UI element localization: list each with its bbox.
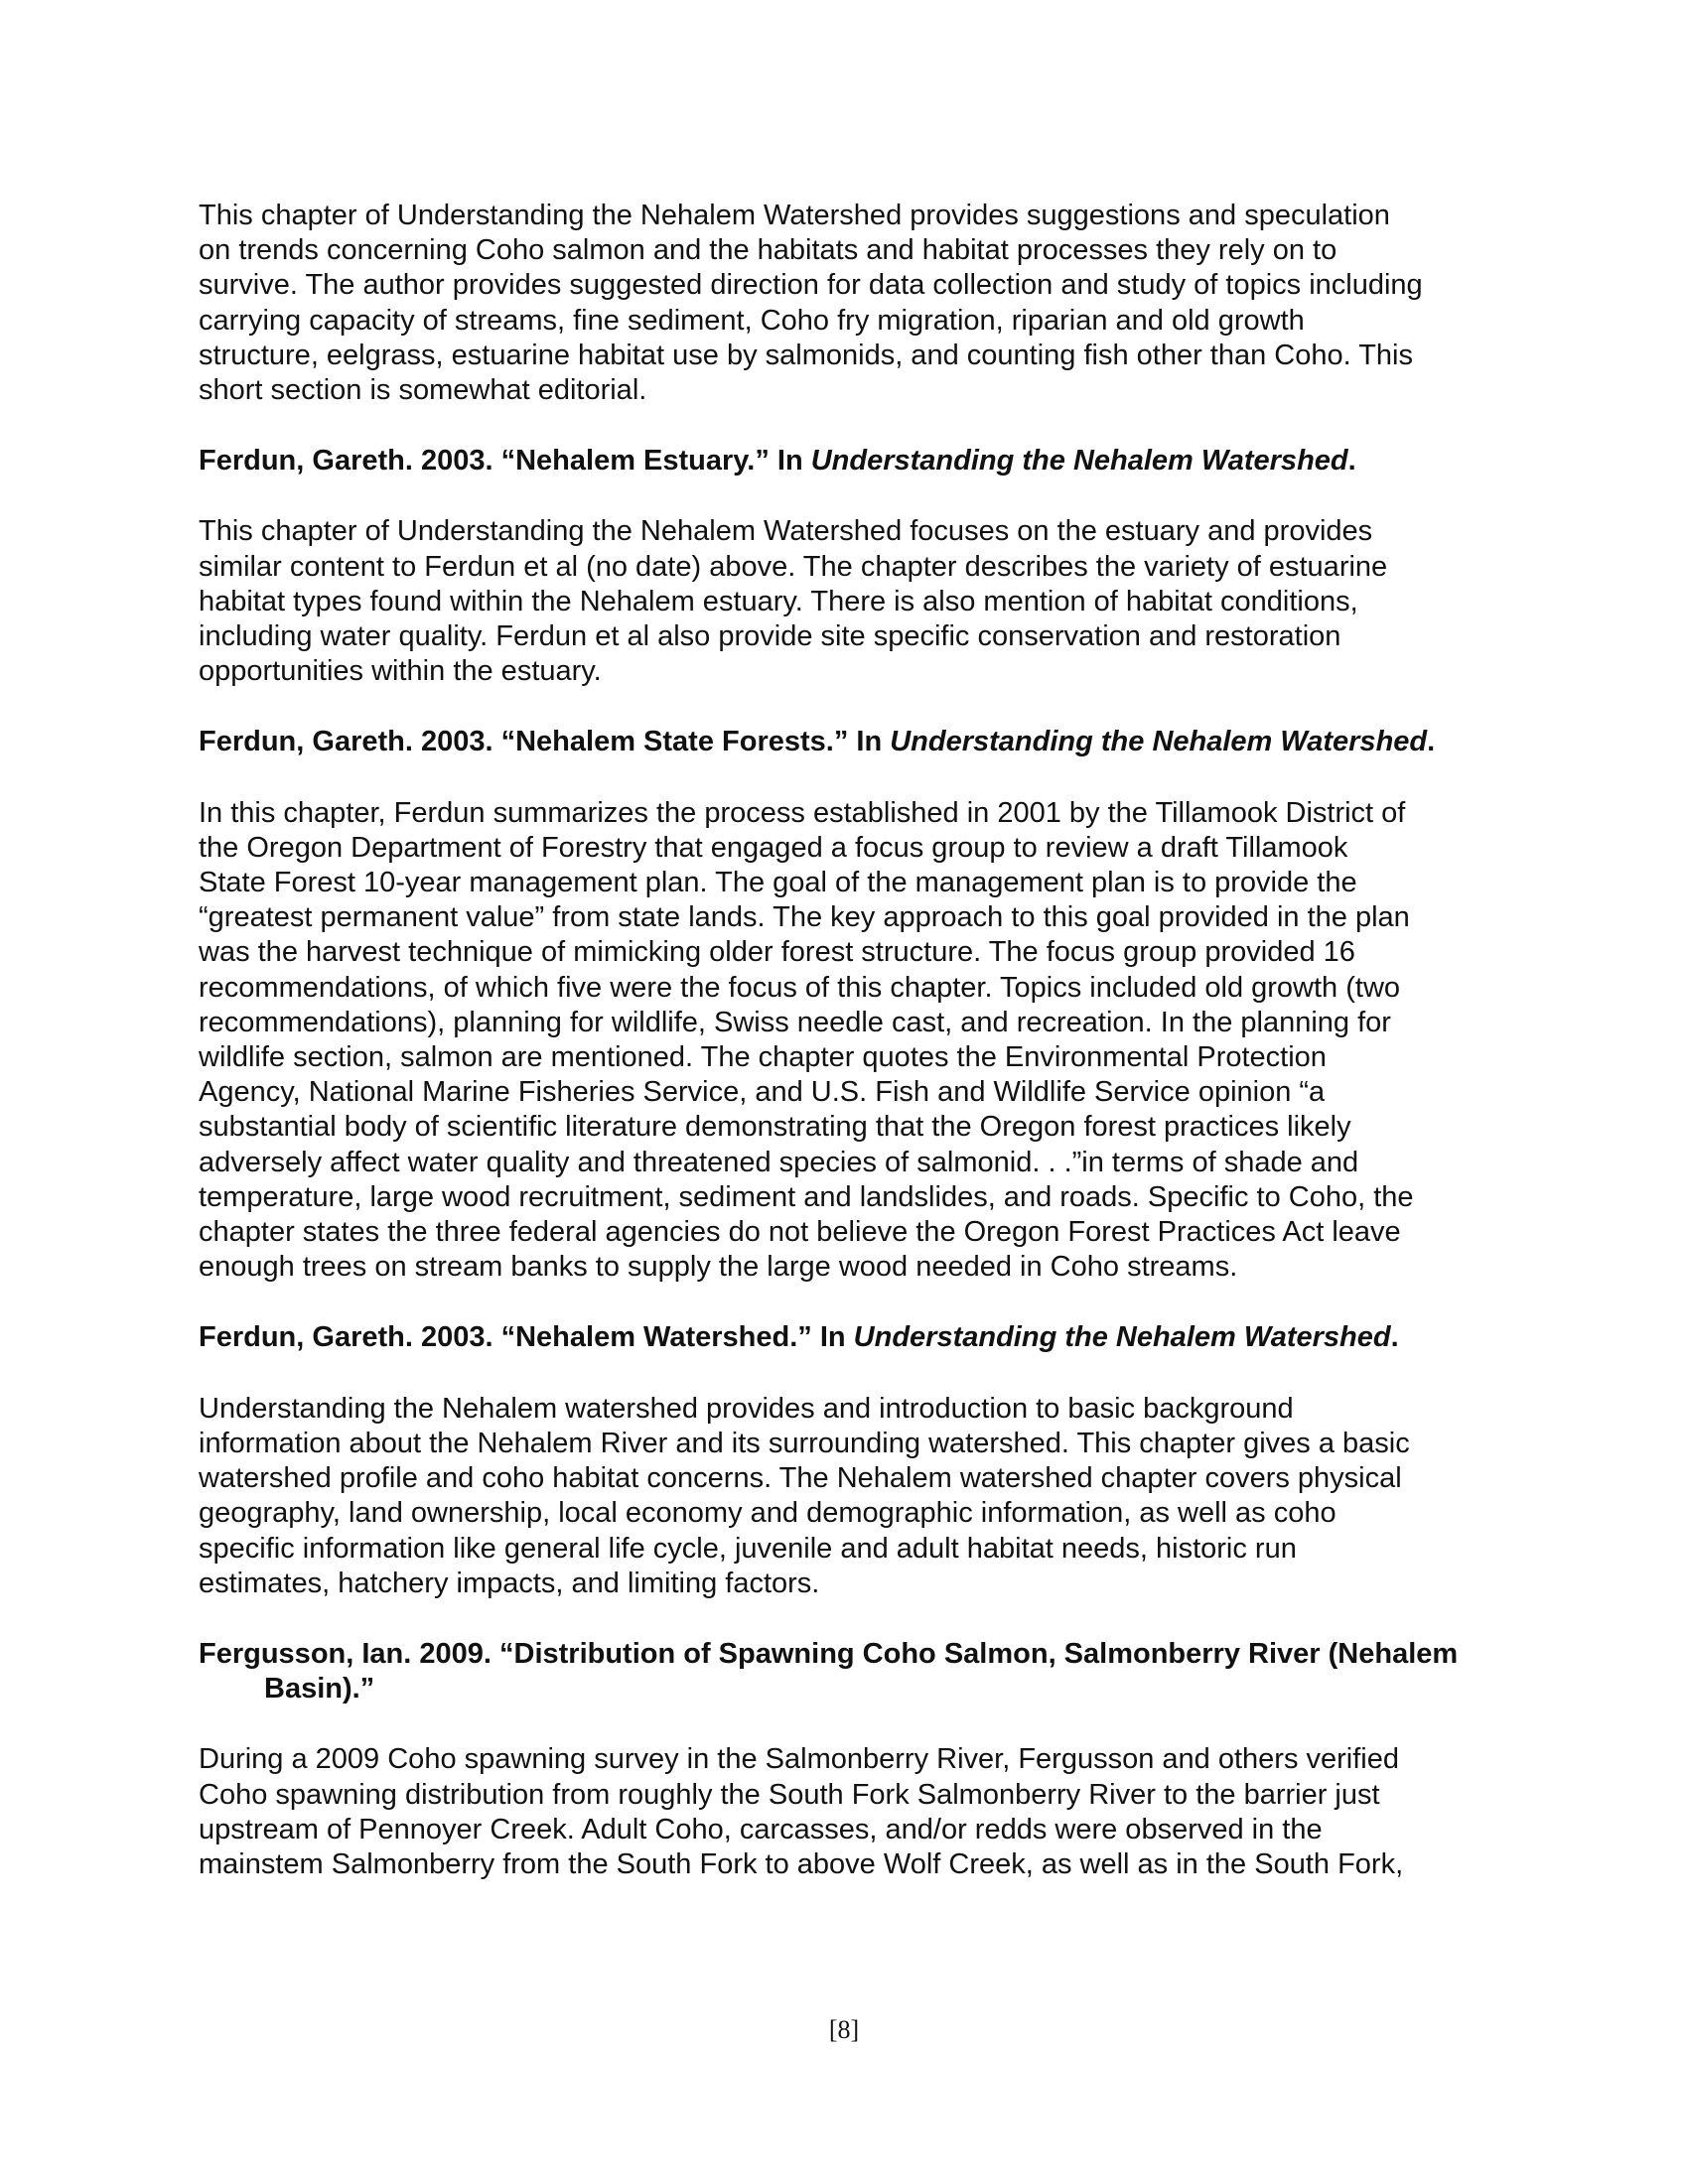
citation-heading: Fergusson, Ian. 2009. “Distribution of Spawning Coho Salmon, Salmonberry River (Nehalem Basin).”	[199, 1637, 1459, 1706]
page-number: [8]	[828, 2015, 860, 2044]
annotation-paragraph: Understanding the Nehalem watershed provides and introduction to basic background information about the Nehalem River and its surrounding watershed. This chapter gives a basic watershed profile and coho habitat concerns. The Nehalem watershed chapter covers physical geography, land ownership, local economy and demographic information, as well as coho specific information like general life cycle, juvenile and adult habitat needs, historic run estimates, hatchery impacts, and limiting factors.	[199, 1392, 1410, 1599]
annotation-paragraph: During a 2009 Coho spawning survey in the Salmonberry River, Fergusson and others verified Coho spawning distribution from roughly the South Fork Salmonberry River to the barrier just upstream of Pennoyer Creek. Adult Coho, carcasses, and/or redds were observed in the mainstem Salmonberry from the South Fork to above Wolf Creek, as well as in the South Fork,	[199, 1743, 1404, 1880]
annotation-paragraph: This chapter of Understanding the Nehalem Watershed provides suggestions and speculation on trends concerning Coho salmon and the habitats and habitat processes they rely on to survive. The author provides suggested direction for data collection and study of topics including carrying capacity of streams, fine sediment, Coho fry migration, riparian and old growth structure, eelgrass, estuarine habitat use by salmonids, and counting fish other than Coho. This short section is somewhat editorial.	[199, 200, 1423, 407]
page-content	[199, 199, 1489, 1882]
citation-heading: Ferdun, Gareth. 2003. “Nehalem Watershed.” In Understanding the Nehalem Watershed.	[199, 1321, 1399, 1354]
citation-heading: Ferdun, Gareth. 2003. “Nehalem State Forests.” In Understanding the Nehalem Watershed.	[199, 726, 1436, 758]
citation-heading: Ferdun, Gareth. 2003. “Nehalem Estuary.” In Understanding the Nehalem Watershed.	[199, 445, 1356, 478]
annotation-paragraph: In this chapter, Ferdun summarizes the process established in 2001 by the Tillamook District of the Oregon Department of Forestry that engaged a focus group to review a draft Tillamook State Forest 10-year management plan. The goal of the management plan is to provide the “greatest permanent value” from state lands. The key approach to this goal provided in the plan was the harvest technique of mimicking older forest structure. The focus group provided 16 recommendations, of which five were the focus of this chapter. Topics included old growth (two recommendations), planning for wildlife, Swiss needle cast, and recreation. In the planning for wildlife section, salmon are mentioned. The chapter quotes the Environmental Protection Agency, National Marine Fisheries Service, and U.S. Fish and Wildlife Service opinion “a substantial body of scientific literature demonstrating that the Oregon forest practices likely adversely affect water quality and threatened species of salmonid. . .”in terms of shade and temperature, large wood recruitment, sediment and landslides, and roads. Specific to Coho, the chapter states the three federal agencies do not believe the Oregon Forest Practices Act leave enough trees on stream banks to supply the large wood needed in Coho streams.	[199, 796, 1414, 1284]
annotation-paragraph: This chapter of Understanding the Nehalem Watershed focuses on the estuary and provides similar content to Ferdun et al (no date) above. The chapter describes the variety of estuarine habitat types found within the Nehalem estuary. There is also mention of habitat conditions, including water quality. Ferdun et al also provide site specific conservation and restoration opportunities within the estuary.	[199, 515, 1388, 688]
